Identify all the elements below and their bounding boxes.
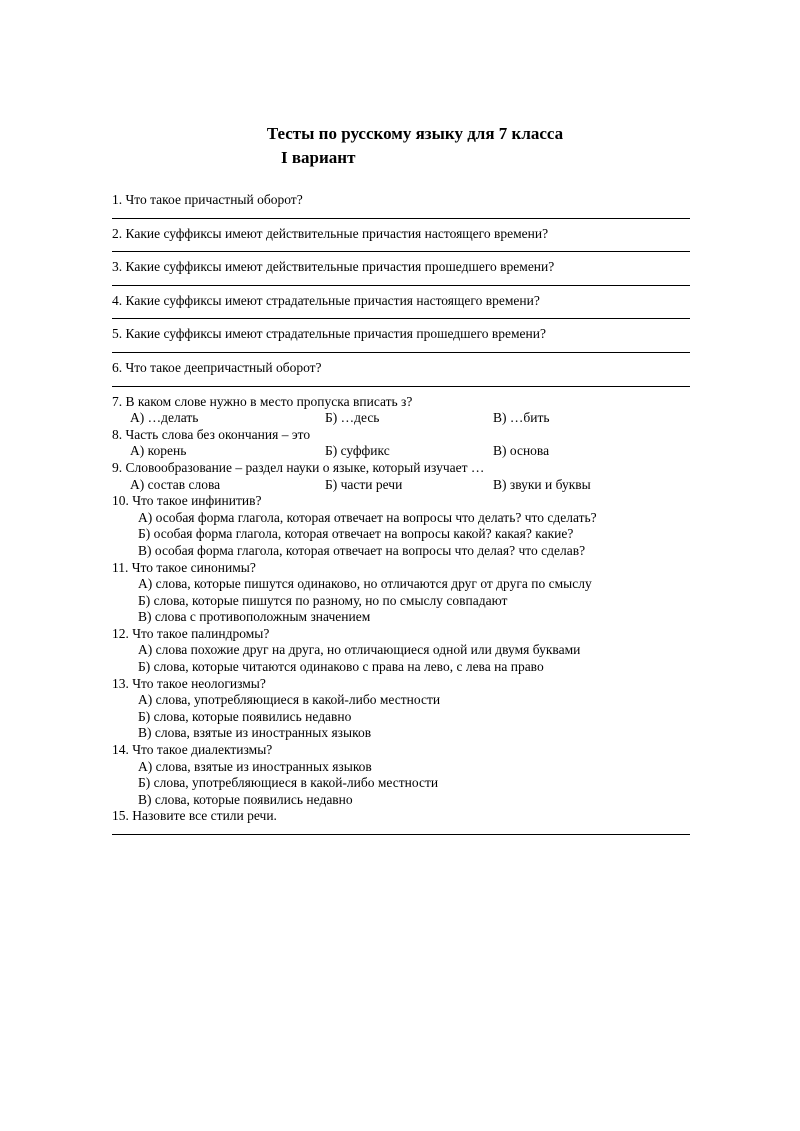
option-cell: Б) суффикс <box>325 443 390 459</box>
question-text: В каком слове нужно в место пропуска вписать з? <box>125 393 413 409</box>
option-cell: А) корень <box>130 443 187 459</box>
question-text: Что такое неологизмы? <box>132 675 266 691</box>
question-text: Что такое синонимы? <box>131 559 256 575</box>
question-item <box>112 808 690 835</box>
question-number: 10. <box>112 493 129 509</box>
option-line: А) слова, взятые из иностранных языков <box>138 758 372 774</box>
question-number: 2. <box>112 225 123 241</box>
question-text: Что такое палиндромы? <box>132 625 270 641</box>
question-number: 9. <box>112 459 123 475</box>
option-line: В) слова, которые появились недавно <box>138 791 353 807</box>
option-cell: А) …делать <box>130 410 199 426</box>
questions-list <box>112 192 690 835</box>
options-block <box>112 576 690 626</box>
question-item <box>112 742 690 808</box>
answer-line <box>112 825 690 835</box>
option-line: А) слова, которые пишутся одинаково, но отличаются друг от друга по смыслу <box>138 576 592 592</box>
question-text: Какие суффиксы имеют страдательные причастия настоящего времени? <box>125 292 540 308</box>
question-text: Часть слова без окончания – это <box>125 426 311 442</box>
question-number: 15. <box>112 808 129 824</box>
question-text: Какие суффиксы имеют действительные причастия прошедшего времени? <box>125 259 555 275</box>
question-number: 5. <box>112 326 123 342</box>
question-line <box>112 360 690 377</box>
question-number: 8. <box>112 426 123 442</box>
option-line: Б) слова, употребляющиеся в какой-либо местности <box>138 775 439 791</box>
option-line: В) особая форма глагола, которая отвечает на вопросы что делая? что сделав? <box>138 542 586 558</box>
answer-line <box>112 309 690 319</box>
options-block <box>112 759 690 809</box>
answer-line <box>112 209 690 219</box>
question-number: 1. <box>112 192 123 207</box>
question-item <box>112 360 690 387</box>
question-item <box>112 560 690 626</box>
question-line <box>112 427 690 444</box>
option-line: Б) слова, которые читаются одинаково с права на лево, с лева на право <box>138 659 544 675</box>
question-number: 12. <box>112 625 129 641</box>
question-line <box>112 808 690 825</box>
question-line <box>112 326 690 343</box>
question-item <box>112 493 690 559</box>
question-item <box>112 460 690 493</box>
option-line: Б) особая форма глагола, которая отвечает на вопросы какой? какая? какие? <box>138 526 574 542</box>
answer-line <box>112 276 690 286</box>
option-cell: Б) …десь <box>325 410 380 426</box>
question-item <box>112 226 690 253</box>
question-item <box>112 626 690 676</box>
question-item <box>112 293 690 320</box>
option-line: Б) слова, которые появились недавно <box>138 708 352 724</box>
answer-line <box>112 343 690 353</box>
question-line <box>112 259 690 276</box>
question-item <box>112 259 690 286</box>
question-line <box>112 460 690 477</box>
question-number: 6. <box>112 359 123 375</box>
option-line: А) слова похожие друг на друга, но отличающиеся одной или двумя буквами <box>138 642 581 658</box>
question-item <box>112 192 690 219</box>
question-item <box>112 394 690 427</box>
question-item <box>112 427 690 460</box>
question-number: 14. <box>112 742 129 758</box>
question-line <box>112 293 690 310</box>
question-text: Что такое диалектизмы? <box>132 742 273 758</box>
options-inline-row <box>112 410 690 427</box>
option-line: В) слова с противоположным значением <box>138 609 371 625</box>
option-cell: Б) части речи <box>325 476 403 492</box>
question-item <box>112 326 690 353</box>
question-text: Словообразование – раздел науки о языке, который изучает … <box>125 459 485 475</box>
question-line <box>112 560 690 577</box>
question-text: Что такое деепричастный оборот? <box>125 359 322 375</box>
answer-line <box>112 377 690 387</box>
question-text: Что такое причастный оборот? <box>125 192 303 207</box>
option-line: В) слова, взятые из иностранных языков <box>138 725 372 741</box>
document-title: Тесты по русскому языку для 7 класса <box>266 124 564 143</box>
question-number: 3. <box>112 259 123 275</box>
options-inline-row <box>112 477 690 494</box>
question-text: Какие суффиксы имеют страдательные причастия прошедшего времени? <box>125 326 546 342</box>
document-subtitle: I вариант <box>281 148 356 167</box>
option-line: А) слова, употребляющиеся в какой-либо местности <box>138 692 441 708</box>
question-number: 13. <box>112 675 129 691</box>
option-cell: В) звуки и буквы <box>493 476 591 492</box>
option-cell: В) основа <box>493 443 550 459</box>
question-item <box>112 676 690 742</box>
question-line <box>112 742 690 759</box>
question-text: Что такое инфинитив? <box>132 493 262 509</box>
question-number: 11. <box>112 559 129 575</box>
question-text: Какие суффиксы имеют действительные причастия настоящего времени? <box>125 225 549 241</box>
options-inline-row <box>112 443 690 460</box>
question-number: 4. <box>112 292 123 308</box>
question-text: Назовите все стили речи. <box>132 808 277 824</box>
question-line <box>112 626 690 643</box>
option-line: Б) слова, которые пишутся по разному, но по смыслу совпадают <box>138 592 508 608</box>
answer-line <box>112 242 690 252</box>
document-content <box>112 122 690 842</box>
question-line <box>112 493 690 510</box>
question-number: 7. <box>112 393 123 409</box>
question-line <box>112 676 690 693</box>
option-line: А) особая форма глагола, которая отвечает на вопросы что делать? что сделать? <box>138 509 597 525</box>
options-block <box>112 692 690 742</box>
question-line <box>112 226 690 243</box>
options-block <box>112 642 690 675</box>
options-block <box>112 510 690 560</box>
option-cell: А) состав слова <box>130 476 221 492</box>
option-cell: В) …бить <box>493 410 550 426</box>
question-line <box>112 394 690 411</box>
question-line <box>112 192 690 209</box>
